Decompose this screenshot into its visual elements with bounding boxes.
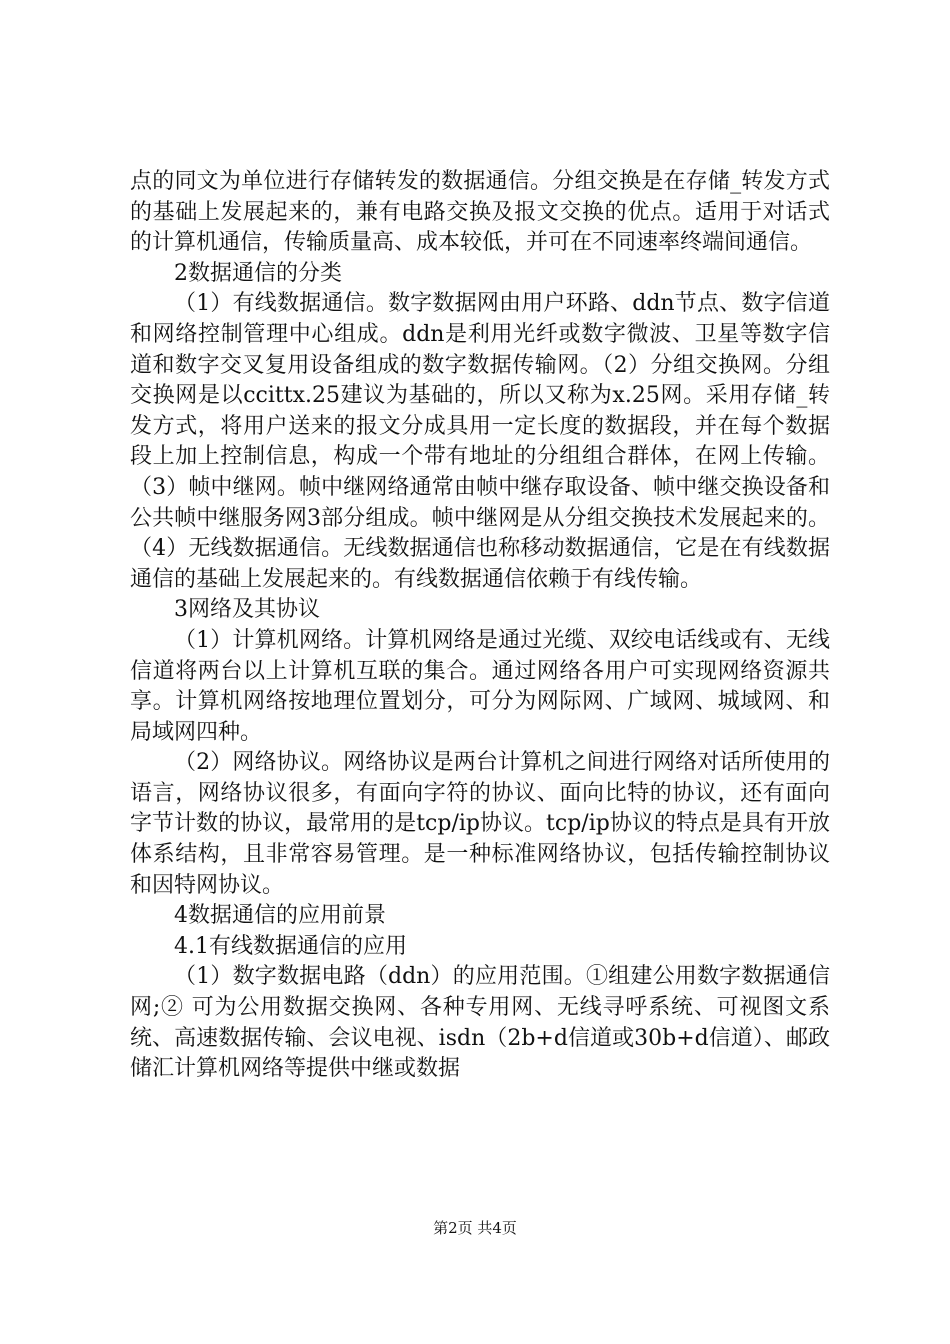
section-heading-3: 3网络及其协议: [174, 597, 320, 623]
paragraph-computer-network: （1）计算机网络。计算机网络是通过光缆、双绞电话线或有、无线信道将两台以上计算机互联的集合。通过网络各用户可实现网络资源共享。计算机网络按地理位置划分，可分为网际网、广域网、城域网、和局域网四种。: [130, 627, 830, 745]
paragraph-continuation: 点的同文为单位进行存储转发的数据通信。分组交换是在存储_转发方式的基础上发展起来的，兼有电路交换及报文交换的优点。适用于对话式的计算机通信，传输质量高、成本较低，并可在不同速率终端间通信。: [130, 169, 830, 256]
subsection-heading-4-1: 4.1有线数据通信的应用: [174, 933, 407, 959]
paragraph-data-comm-types: （1）有线数据通信。数字数据网由用户环路、ddn节点、数字信道和网络控制管理中心组成。ddn是利用光纤或数字微波、卫星等数字信道和数字交叉复用设备组成的数字数据传输网。（2）分组交换网。分组交换网是以ccittx.25建议为基础的，所以又称为x.25网。采用存储_转发方式，将用户送来的报文分成具用一定长度的数据段，并在每个数据段上加上控制信息，构成一个带有地址的分组组合群体，在网上传输。（3）帧中继网。帧中继网络通常由帧中继存取设备、帧中继交换设备和公共帧中继服务网3部分组成。帧中继网是从分组交换技术发展起来的。（4）无线数据通信。无线数据通信也称移动数据通信，它是在有线数据通信的基础上发展起来的。有线数据通信依赖于有线传输。: [130, 291, 830, 592]
document-page: [130, 167, 830, 1085]
section-heading-4: 4数据通信的应用前景: [174, 903, 386, 929]
page-footer: 第2页 共4页: [433, 1219, 517, 1237]
paragraph-network-protocol: （2）网络协议。网络协议是两台计算机之间进行网络对话所使用的语言，网络协议很多，有面向字符的协议、面向比特的协议，还有面向字节计数的协议，最常用的是tcp/ip协议。tcp/ip协议的特点是具有开放体系结构，且非常容易管理。是一种标准网络协议，包括传输控制协议和因特网协议。: [130, 750, 830, 898]
section-heading-2: 2数据通信的分类: [174, 260, 342, 286]
paragraph-ddn-applications: （1）数字数据电路（ddn）的应用范围。①组建公用数字数据通信网;② 可为公用数据交换网、各种专用网、无线寻呼系统、可视图文系统、高速数据传输、会议电视、isdn（2b+d信道或30b+d信道）、邮政储汇计算机网络等提供中继或数据: [130, 964, 830, 1082]
